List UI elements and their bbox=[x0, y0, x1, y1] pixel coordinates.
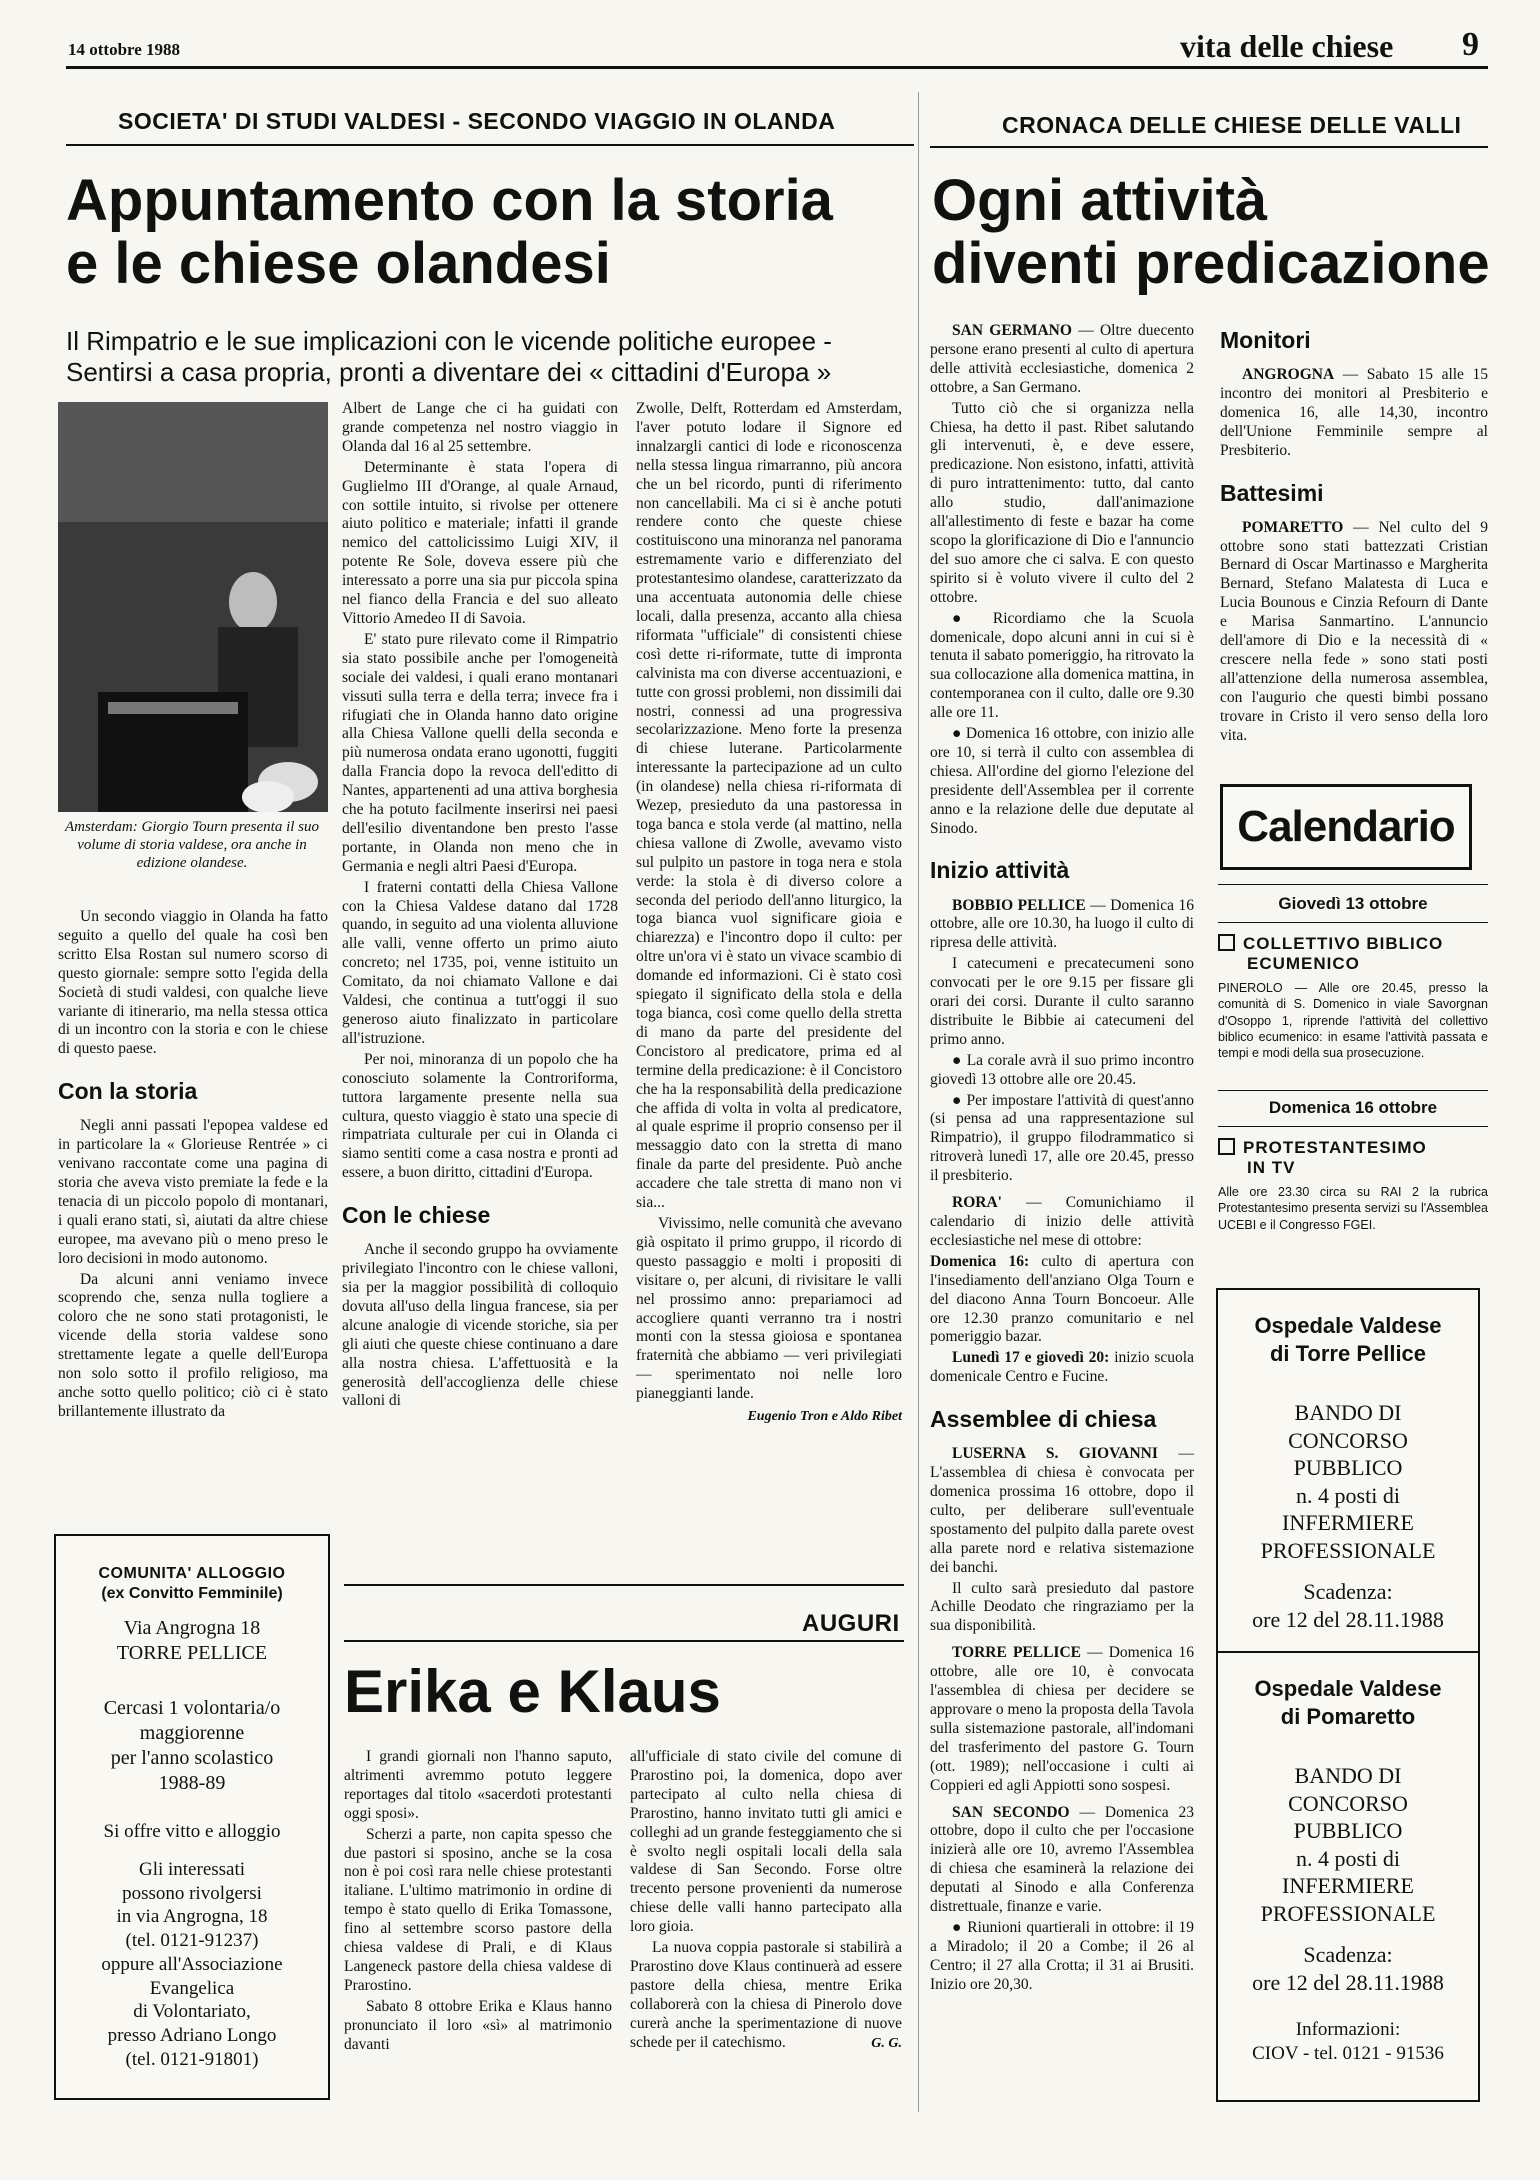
ad-line: (tel. 0121-91237) bbox=[125, 1930, 259, 1951]
paragraph: I grandi giornali non l'hanno saputo, altrimenti avremmo potuto leggere reportages dal titolo «sacerdoti protestanti oggi sposi». bbox=[344, 1748, 612, 1822]
ad-line: CONCORSO bbox=[1288, 1427, 1408, 1453]
paragraph: Da alcuni anni veniamo invece scoprendo che, senza nulla togliere a coloro che ne sono stati protagonisti, le vicende della storia valdese sono strettamente legate a quelle dell'Europa non solo sotto il profilo religioso, ma anche sotto quello politico; ciò ci è stato brillantemente illustrato da bbox=[58, 1270, 328, 1420]
ad-subtitle: di Pomaretto bbox=[1280, 1703, 1416, 1729]
paragraph: Per noi, minoranza di un popolo che ha conosciuto solamente la Controriforma, tuttora largamente presente nella sua cultura, questo viaggio è stato una specie di rimpatriata culturale per cui in Olanda ci siamo sentiti come a casa nostra e pronti ad essere, a buon diritto, cittadini d'Europa. bbox=[342, 1050, 618, 1182]
paragraph: — Domenica 16 ottobre, alle ore 10.30, ha luogo il culto di ripresa delle attività. bbox=[930, 896, 1194, 952]
paragraph: Scherzi a parte, non capita spesso che due pastori si sposino, anche se la cosa non è poi così rara nelle chiese protestanti italiane. L'ultimo matrimonio in ordine di tempo è stato quello di Erika Tomassone, fino al settembre scorso pastore della chiesa valdese di Prali, e di Klaus Langeneck pastore della chiesa valdese di Prarostino. bbox=[344, 1825, 612, 1994]
ad-line: TORRE PELLICE bbox=[116, 1642, 268, 1664]
paragraph: ● Ricordiamo che la Scuola domenicale, dopo alcuni anni in cui si è tenuta il sabato pomeriggio, ha ritrovato la sua collocazione alla domenica mattina, in contemporanea con il culto, dalle ore 9.30 alle ore 11. bbox=[930, 609, 1194, 722]
event-title: COLLETTIVO BIBLICO bbox=[1243, 934, 1444, 953]
auguri-signature: G. G. bbox=[871, 2035, 902, 2051]
place-lead: LUSERNA S. GIOVANNI bbox=[952, 1445, 1158, 1463]
place-lead: SAN SECONDO bbox=[952, 1803, 1070, 1821]
event-title: PROTESTANTESIMO bbox=[1243, 1138, 1427, 1157]
paragraph: La nuova coppia pastorale si stabilirà a Prarostino dove Klaus continuerà ad essere pastore della chiesa, mentre Erika collaborerà con la chiesa di Pinerolo dove curerà anche la sperimentazione di nuove schede per il catechismo. bbox=[630, 1939, 902, 2051]
paragraph: Negli anni passati l'epopea valdese ed in particolare la « Glorieuse Rentrée » ci venivano raccontate come una pagina di storia che aveva visto premiate la fede e la tenacia di un piccolo popolo di montanari, i quali erano stati, sì, aiutati da altre chiese europee, ma avevano più o meno preso le loro decisioni in modo autonomo. bbox=[58, 1117, 328, 1267]
left-column-2 bbox=[342, 400, 618, 1413]
ad-subtitle: (ex Convitto Femminile) bbox=[101, 1585, 283, 1602]
paragraph: culto di apertura con l'insediamento dell'anziano Olga Tourn e del diacono Anna Tourn Boncoeur. Alle ore 12.30 pranzo comunitario e nel pomeriggio bazar. bbox=[930, 1252, 1194, 1346]
page-number: 9 bbox=[1462, 26, 1479, 63]
calendar-rule bbox=[1218, 884, 1488, 885]
event-title: IN TV bbox=[1247, 1158, 1296, 1177]
section-heading: Con le chiese bbox=[342, 1202, 491, 1229]
paragraph: — Sabato 15 alle 15 incontro dei monitori al Presbiterio e domenica 16, alle 14,30, incontro dell'Unione Femminile sempre al Presbiterio. bbox=[1220, 366, 1488, 459]
auguri-kicker: AUGURI bbox=[802, 1610, 900, 1637]
ad-line: n. 4 posti di bbox=[1296, 1845, 1400, 1871]
right-column-1 bbox=[930, 322, 1194, 1997]
article-photo bbox=[58, 402, 328, 812]
paragraph: — Comunichiamo il calendario di inizio delle attività ecclesiastiche nel mese di ottobre: bbox=[930, 1194, 1194, 1249]
right-column-2 bbox=[1220, 322, 1488, 748]
ad-line: Scadenza: bbox=[1303, 1579, 1393, 1604]
auguri-column-2 bbox=[630, 1748, 902, 2052]
ad-comunita-alloggio bbox=[54, 1534, 330, 2100]
ad-line: maggiorenne bbox=[139, 1722, 245, 1744]
auguri-headline: Erika e Klaus bbox=[344, 1658, 721, 1725]
ad-line: CIOV - tel. 0121 - 91536 bbox=[1252, 2042, 1444, 2064]
ad-line: PUBBLICO bbox=[1293, 1818, 1403, 1843]
ad-divider bbox=[1218, 1651, 1478, 1653]
ad-line: ore 12 del 28.11.1988 bbox=[1252, 1969, 1444, 1995]
paragraph: Anche il secondo gruppo ha ovviamente privilegiato l'incontro con le chiese valloni, sia per la maggior possibilità di colloquio dovuta all'uso della lingua francese, sia per alcune analogie di vicende storiche, sia per gli aiuti che queste chiese continuano a dare alla nostra chiesa. L'affettuosità e la generosità dell'accoglienza delle chiese valloni di bbox=[342, 1241, 618, 1410]
calendar-rule bbox=[1218, 922, 1488, 923]
paragraph: Un secondo viaggio in Olanda ha fatto seguito a quello del quale ha così ben scritto Elsa Rostan sul numero scorso di questo giornale: sempre sotto l'egida della Società di studi valdesi, con qualche lieve variante di itinerario, ma nella stessa ottica di un incontro con la storia e con le chiese di questo paese. bbox=[58, 908, 328, 1058]
paragraph: — L'assemblea di chiesa è convocata per domenica prossima 16 ottobre, dopo il culto, per deliberare sull'eventuale spostamento del pulpito dalla parete ovest alla parete nord e relativa sistemazione dei banchi. bbox=[930, 1445, 1194, 1576]
right-headline-line1: Ogni attività bbox=[932, 168, 1268, 233]
ad-line: CONCORSO bbox=[1288, 1790, 1408, 1816]
calendar-rule bbox=[1218, 1090, 1488, 1091]
ad-line: PROFESSIONALE bbox=[1260, 1537, 1436, 1563]
ad-line: presso Adriano Longo bbox=[107, 2025, 277, 2046]
paragraph: ● La corale avrà il suo primo incontro giovedì 13 ottobre alle ore 20.45. bbox=[930, 1051, 1194, 1088]
ad-title: Ospedale Valdese bbox=[1254, 1313, 1442, 1338]
issue-date: 14 ottobre 1988 bbox=[68, 40, 181, 59]
paragraph: Tutto ciò che si organizza nella Chiesa, ha detto il past. Ribet salutando gli intervenuti, è, e deve essere, predicazione. Non esistono, infatti, attività di puro intrattenimento: tutto, dal canto allo studio, dall'animazione all'allestimento di feste e bazar ha come scopo la glorificazione di Dio e l'annuncio del suo amore che ci salva. E con questo spirito si è voluto vivere il culto del 2 ottobre. bbox=[930, 399, 1194, 606]
ad-line: di Volontariato, bbox=[133, 2001, 251, 2023]
paragraph: inizio scuola domenicale Centro e Fucine. bbox=[930, 1349, 1194, 1386]
place-lead: BOBBIO PELLICE bbox=[952, 896, 1086, 914]
ad-line: PUBBLICO bbox=[1293, 1455, 1403, 1480]
left-subtitle-line1: Il Rimpatrio e le sue implicazioni con le vicende politiche europee - bbox=[66, 326, 832, 356]
place-lead: RORA' bbox=[952, 1194, 1002, 1212]
event-body: Alle ore 23.30 circa su RAI 2 la rubrica Protestantesimo presenta servizi su l'Assemblea UCEBI e il Congresso FGEI. bbox=[1218, 1185, 1488, 1232]
paragraph: Sabato 8 ottobre Erika e Klaus hanno pronunciato il loro «sì» al matrimonio davanti bbox=[344, 1997, 612, 2053]
paragraph: — Nel culto del 9 ottobre sono stati battezzati Cristian Bernard di Oscar Martinasso e Margherita Bernard, Stefano Malatesta di Luca e Lucia Bounous e Cinzia Refourn di Dante e Marisa Sanmartino. L'annuncio dell'amore di Dio e la necessità di « crescere nella fede » sono stati posti all'attenzione della numerosa assemblea, con l'augurio che questi bimbi possano trovare in Cristo il vero senso della loro vita. bbox=[1220, 518, 1488, 744]
ad-title: Ospedale Valdese bbox=[1254, 1676, 1442, 1701]
place-lead: TORRE PELLICE bbox=[952, 1644, 1081, 1662]
section-heading: Battesimi bbox=[1220, 479, 1324, 506]
paragraph: I catecumeni e precatecumeni sono convocati per le ore 9.15 per fissare gli orari dei corsi. Durante il culto saranno distribuite le Bibbie ai catecumeni del primo anno. bbox=[930, 955, 1194, 1048]
auguri-rule bbox=[344, 1584, 904, 1586]
left-headline-line2: e le chiese olandesi bbox=[66, 230, 611, 296]
ad-line: possono rivolgersi bbox=[122, 1882, 262, 1904]
left-headline bbox=[66, 170, 833, 295]
ad-title: COMUNITA' ALLOGGIO bbox=[98, 1565, 286, 1582]
paragraph: — Domenica 23 ottobre, dopo il culto che per l'occasione inizierà alle ore 10, avremo l'Assemblea di chiesa che esaminerà la relazione dei deputati al Sinodo e alla Conferenza distrettuale, finanze e varie. bbox=[930, 1803, 1194, 1916]
ad-line: Si offre vitto e alloggio bbox=[103, 1821, 281, 1842]
paragraph: — Domenica 16 ottobre, alle ore 10, è convocata l'assemblea di chiesa per decidere se approvare o meno la proposta della Tavola sulla sistemazione pastorale, all'indomani del trasferimento del pastore G. Tourn (ott. 1989); nell'occasione i culti ai Coppieri ed agli Appiotti sono sospesi. bbox=[930, 1644, 1194, 1794]
place-lead: ANGROGNA bbox=[1242, 366, 1335, 384]
ad-line: n. 4 posti di bbox=[1296, 1482, 1400, 1508]
photo-caption: Amsterdam: Giorgio Tourn presenta il suo volume di storia valdese, ora anche in edizione olandese. bbox=[64, 819, 320, 871]
paragraph: Albert de Lange che ci ha guidati con grande competenza nel nostro viaggio in Olanda dal 16 al 25 settembre. bbox=[342, 400, 618, 455]
ad-line: (tel. 0121-91801) bbox=[125, 2048, 259, 2070]
auguri-column-1 bbox=[344, 1748, 612, 2057]
ad-line: per l'anno scolastico bbox=[110, 1747, 274, 1769]
article-signature: Eugenio Tron e Aldo Ribet bbox=[747, 1409, 902, 1425]
event-body: PINEROLO — Alle ore 20.45, presso la comunità di S. Domenico in viale Savorgnan d'Osoppo 1, riprende l'attività del collettivo biblico ecumenico: in esame l'attività passata e tempi e modi della sua prosecuzione. bbox=[1218, 981, 1488, 1060]
calendar-event bbox=[1218, 1138, 1488, 1233]
left-kicker-rule bbox=[66, 144, 914, 146]
photo-illustration bbox=[58, 402, 328, 812]
place-lead: POMARETTO bbox=[1242, 518, 1344, 536]
ad-subtitle: di Torre Pellice bbox=[1269, 1340, 1427, 1366]
section-heading: Con la storia bbox=[58, 1078, 198, 1105]
right-kicker: CRONACA DELLE CHIESE DELLE VALLI bbox=[1002, 112, 1462, 138]
place-lead: SAN GERMANO bbox=[952, 322, 1072, 339]
left-subtitle-line2: Sentirsi a casa propria, pronti a diventare dei « cittadini d'Europa » bbox=[66, 357, 832, 388]
ad-line: Evangelica bbox=[149, 1977, 235, 1999]
right-headline-line2: diventi predicazione bbox=[932, 230, 1490, 296]
calendar-title: Calendario bbox=[1237, 802, 1455, 851]
calendar-date: Domenica 16 ottobre bbox=[1268, 1098, 1438, 1117]
calendar-event bbox=[1218, 934, 1488, 1061]
section-title: vita delle chiese bbox=[1180, 28, 1394, 64]
ad-line: in via Angrogna, 18 bbox=[116, 1906, 268, 1928]
paragraph: Il culto sarà presieduto dal pastore Achille Deodato che ringraziamo per la sua disponibilità. bbox=[930, 1579, 1194, 1635]
ad-line: BANDO DI bbox=[1294, 1400, 1402, 1425]
left-column-1 bbox=[58, 908, 328, 1424]
right-kicker-rule bbox=[930, 146, 1488, 148]
section-heading: Monitori bbox=[1220, 327, 1311, 353]
paragraph: ● Domenica 16 ottobre, con inizio alle ore 10, si terrà il culto con assemblea di chiesa. All'ordine del giorno l'elezione del presidente dell'Assemblea per il corrente anno e la relazione delle due deputate al Sinodo. bbox=[930, 725, 1194, 837]
calendar-date: Giovedì 13 ottobre bbox=[1278, 894, 1428, 913]
ad-line: oppure all'Associazione bbox=[101, 1953, 283, 1975]
date-lead: Lunedì 17 e giovedì 20: bbox=[952, 1349, 1110, 1367]
event-title: ECUMENICO bbox=[1247, 954, 1360, 973]
auguri-kicker-rule bbox=[344, 1640, 904, 1642]
paragraph: I fraterni contatti della Chiesa Vallone con la Chiesa Valdese datano dal 1728 quando, in seguito ad una violenta alluvione alle valli, venne offerto un primo aiuto concreto; nel 1735, poi, venne istituito un Comitato, da noi chiamato Vallone e dai Valdesi, che continua a tutt'oggi il suo generoso aiuto finalizzato in particolare all'istruzione. bbox=[342, 878, 618, 1047]
ad-line: 1988-89 bbox=[158, 1772, 226, 1794]
ad-line: ore 12 del 28.11.1988 bbox=[1252, 1606, 1444, 1632]
checkbox-icon bbox=[1218, 934, 1235, 951]
ad-line: INFERMIERE bbox=[1282, 1510, 1414, 1535]
paragraph: all'ufficiale di stato civile del comune di Prarostino poi, la domenica, dopo aver partecipato al culto nella chiesa di Prarostino, hanno invitato tutti gli amici e colleghi ad un grande festeggiamento che si è svolto negli ospitali locali della sala valdese di San Secondo. Forse oltre trecento persone provenienti da numerose chiese delle valli hanno partecipato alla loro gioia. bbox=[630, 1748, 903, 1936]
ad-line: INFERMIERE bbox=[1282, 1873, 1414, 1898]
calendar-title-box bbox=[1220, 784, 1472, 870]
paragraph: Determinante è stata l'opera di Guglielmo III d'Orange, al quale Arnaud, con sottile intuito, si rivolse per ottenere aiuto politico e materiale; infatti il grande nemico del cattolicissimo Luigi XIV, il potente Re Sole, doveva essere più che interessato a porre una sia pur piccola spina nel fianco della Francia e del suo alleato Vittorio Amedeo II di Savoia. bbox=[342, 458, 618, 627]
ad-line: Gli interessati bbox=[138, 1858, 246, 1880]
ad-line: Informazioni: bbox=[1295, 2019, 1401, 2040]
ad-line: Cercasi 1 volontaria/o bbox=[103, 1697, 281, 1719]
ad-line: PROFESSIONALE bbox=[1260, 1900, 1436, 1926]
column-divider bbox=[918, 92, 919, 2112]
section-heading: Inizio attività bbox=[930, 857, 1070, 884]
paragraph: E' stato pure rilevato come il Rimpatrio sia stato possibile anche per l'omogeneità sociale dei valdesi, i quali erano montanari vissuti sulla terra e della terra; invece fra i rifugiati che in Olanda hanno dato origine alla Chiesa Vallone quelli della seconda e più numerosa ondata erano ugonotti, fuggiti dalla Francia dopo la revoca dell'editto di Nantes, appartenenti ad una attiva borghesia che ha potuto facilmente inserirsi nei paesi dell'esilio diventandone ben presto l'asse portante, in Olanda non meno che in Germania e negli altri Paesi d'Europa. bbox=[342, 630, 618, 875]
ad-ospedale bbox=[1216, 1288, 1480, 2102]
section-heading: Assemblee di chiesa bbox=[930, 1406, 1157, 1433]
paragraph: ● Per impostare l'attività di quest'anno (si pensa ad una rappresentazione sul Rimpatrio), il gruppo filodrammatico si ritroverà lunedì 17, alle ore 20.45, presso il presbiterio. bbox=[930, 1091, 1194, 1185]
checkbox-icon bbox=[1218, 1138, 1235, 1155]
ad-line: Scadenza: bbox=[1303, 1942, 1393, 1967]
header-rule bbox=[66, 66, 1488, 69]
calendar-rule bbox=[1218, 1126, 1488, 1127]
right-headline bbox=[932, 170, 1490, 295]
paragraph: ● Riunioni quartierali in ottobre: il 19 a Miradolo; il 20 a Combe; il 26 al Centro; il 27 alla Crotta; il 31 ai Brusiti. Inizio ore 20,30. bbox=[930, 1918, 1194, 1993]
paragraph: Vivissimo, nelle comunità che avevano già ospitato il primo gruppo, il ricordo di questo passaggio e molti i propositi di visitare o, per alcuni, di rivisitare le valli nel prossimo anno: prepariamoci ad accogliere quanti verranno tra i nostri monti con la stessa gioiosa e spontanea fraternità che abbiamo — veri privilegiati — sperimentato noi nelle loro pianeggianti lande. bbox=[636, 1214, 902, 1403]
left-kicker: SOCIETA' DI STUDI VALDESI - SECONDO VIAGGIO IN OLANDA bbox=[118, 108, 836, 134]
left-headline-line1: Appuntamento con la storia bbox=[66, 168, 833, 233]
date-lead: Domenica 16: bbox=[930, 1252, 1030, 1270]
paragraph: Zwolle, Delft, Rotterdam ed Amsterdam, l'aver potuto lodare il Signore ed innalzargli cantici di lode e riconoscenza nella stessa lingua rimarranno, più ancora che un bel ricordo, punti di riferimento non cancellabili. Ma ci si è anche potuti rendere conto che queste chiese costituiscono una minoranza nel panorama estremamente vario e differenziato del protestantesimo olandese, caratterizzato da una accentuata autonomia delle chiese locali, dalla presenza, accanto alla chiesa riformata "ufficiale" di consistenti chiese così dette ri-riformate, tutte di impronta calvinista ma con diverse accentuazioni, e tutte con grossi problemi, non dissimili dai nostri, connessi ad una progressiva secolarizzazione. Meno forte la presenza di chiese luterane. Particolarmente interessante la partecipazione ad un culto (in olandese) nella chiesa ri-riformata di Wezep, presieduto da una pastoressa in toga banca e stola verde (al mattino, nella chiesa vallone di Zwolle, avevamo visto sul pulpito un pastore in toga nera e stola verde: la stola è di diverso colore a seconda del periodo dell'anno liturgico, la toga bianca vuol significare gioia e chiarezza) e l'incontro dopo il culto: per oltre un'ora vi è stato un vivace scambio di domande ed informazioni. Ci è stato così spiegato il significato della stola e della toga bianca, così come quello della stretta di mano da parte del presidente del Concistoro al predicatore, prima ed al termine della predicazione: è il Concistoro che ha la responsabilità della predicazione che affida di volta in volta al predicatore, al quale esprime il proprio consenso per il messaggio dato con la stretta di mano finale da parte del presidente. Può anche accadere che tale stretta di mano non vi sia... bbox=[636, 400, 902, 1212]
left-subtitle bbox=[66, 326, 926, 388]
ad-line: Via Angrogna 18 bbox=[123, 1617, 261, 1639]
left-column-3 bbox=[636, 400, 902, 1425]
ad-line: BANDO DI bbox=[1294, 1763, 1402, 1788]
paragraph: — Oltre duecento persone erano presenti al culto di apertura delle attività ecclesiastiche, domenica 2 ottobre, a San Germano. bbox=[930, 322, 1195, 396]
